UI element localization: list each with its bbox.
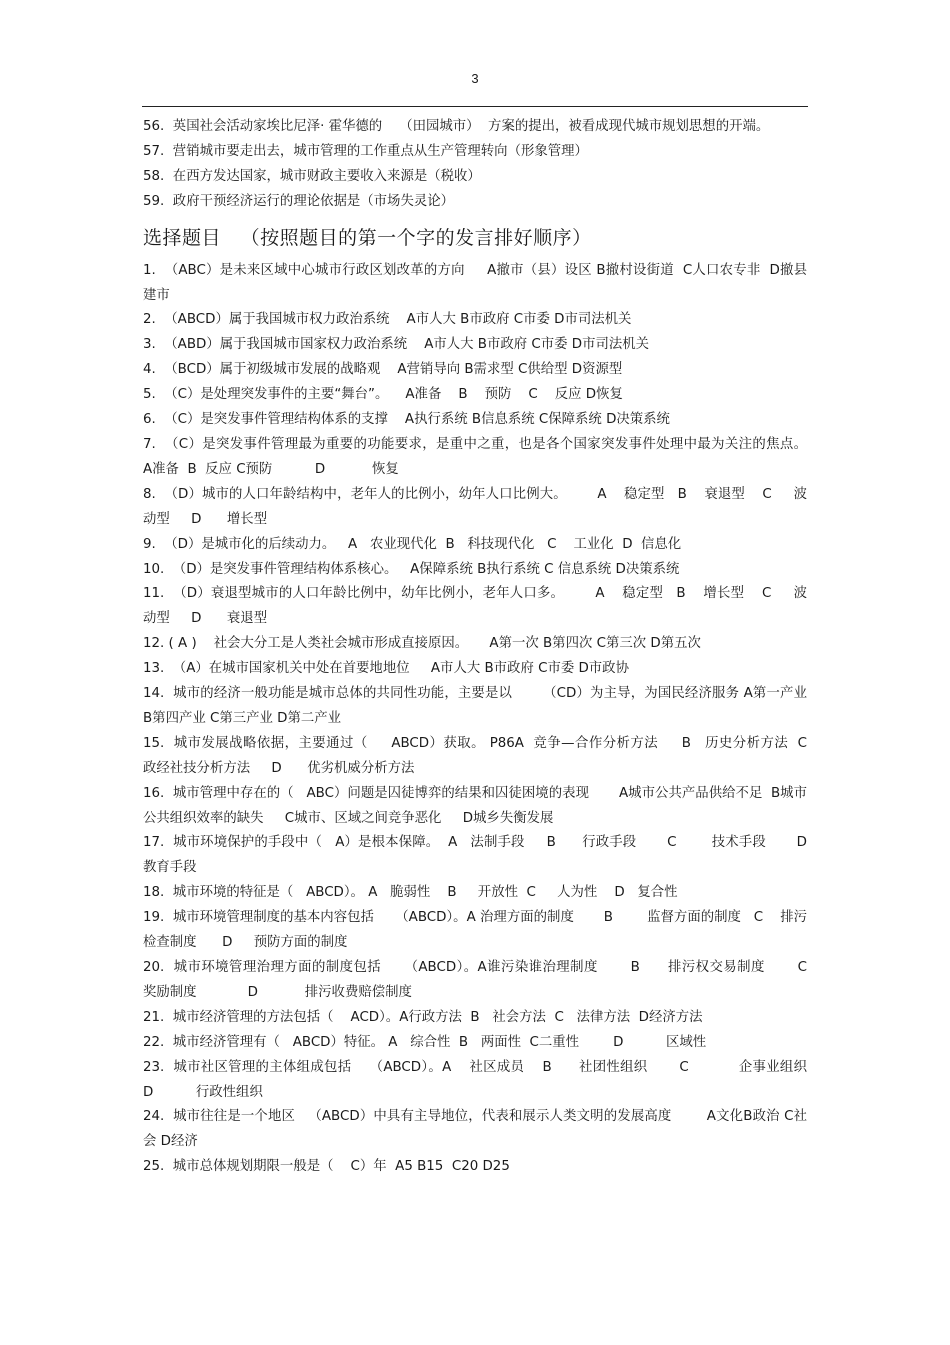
choice-item-21: 21. 城市经济管理的方法包括（ ACD）。A行政方法 B 社会方法 C 法律方法 D经济方法 bbox=[143, 1009, 703, 1025]
choice-item-4: 4. （BCD）属于初级城市发展的战略观 A营销导向 B需求型 C供给型 D资源型 bbox=[143, 362, 623, 378]
fill-in-item-59: 59. 政府干预经济运行的理论依据是（市场失灵论） bbox=[143, 193, 455, 209]
choice-item-11: 11. （D）衰退型城市的人口年龄比例中，幼年比例小，老年人口多。 A 稳定型 B 增长型 C 波动型 D 衰退型 bbox=[143, 586, 807, 627]
choice-item-13: 13. （A）在城市国家机关中处在首要地地位 A市人大 B市政府 C市委 D市政协 bbox=[143, 661, 629, 677]
fill-in-item-58: 58. 在西方发达国家，城市财政主要收入来源是（税收） bbox=[143, 168, 481, 184]
page-number: 3 bbox=[471, 71, 479, 86]
fill-in-item-57: 57. 营销城市要走出去，城市管理的工作重点从生产管理转向（形象管理） bbox=[143, 143, 588, 159]
choice-item-9: 9. （D）是城市化的后续动力。 A 农业现代化 B 科技现代化 C 工业化 D 信息化 bbox=[143, 536, 682, 552]
choice-item-16: 16. 城市管理中存在的（ ABC）问题是囚徒博弈的结果和囚徒困境的表现 A城市公共产品供给不足 B城市公共组织效率的缺失 C城市、区域之间竞争恶化 D城乡失衡发展 bbox=[143, 785, 807, 826]
choice-item-22: 22. 城市经济管理有（ ABCD）特征。 A 综合性 B 两面性 C二重性 D 区域性 bbox=[143, 1034, 707, 1050]
choice-item-14: 14. 城市的经济一般功能是城市总体的共同性功能，主要是以 （CD）为主导，为国民经济服务 A第一产业 B第四产业 C第三产业 D第二产业 bbox=[143, 686, 812, 726]
choice-item-23: 23. 城市社区管理的主体组成包括 （ABCD）。A 社区成员 B 社团性组织 C 企事业组织 D 行政性组织 bbox=[143, 1059, 842, 1100]
choice-item-8: 8. （D）城市的人口年龄结构中，老年人的比例小，幼年人口比例大。 A 稳定型 B 衰退型 C 波动型 D 增长型 bbox=[143, 486, 807, 527]
choice-item-7: 7. （C）是突发事件管理最为重要的功能要求，是重中之重，也是各个国家突发事件处理中最为关注的焦点。 A准备 B 反应 C预防 D 恢复 bbox=[143, 436, 816, 477]
choice-item-5: 5. （C）是处理突发事件的主要“舞台”。 A准备 B 预防 C 反应 D恢复 bbox=[143, 387, 623, 403]
choice-item-20: 20. 城市环境管理治理方面的制度包括 （ABCD）。A谁污染谁治理制度 B 排污权交易制度 C 奖励制度 D 排污收费赔偿制度 bbox=[143, 960, 842, 1000]
choice-item-2: 2. （ABCD）属于我国城市权力政治系统 A市人大 B市政府 C市委 D市司法机关 bbox=[143, 312, 632, 328]
choice-item-19: 19. 城市环境管理制度的基本内容包括 （ABCD）。A 治理方面的制度 B 监督方面的制度 C 排污检查制度 D 预防方面的制度 bbox=[143, 910, 807, 951]
choice-item-3: 3. （ABD）属于我国城市国家权力政治系统 A市人大 B市政府 C市委 D市司法机关 bbox=[143, 337, 650, 353]
choice-item-10: 10. （D）是突发事件管理结构体系核心。 A保障系统 B执行系统 C 信息系统 D决策系统 bbox=[143, 561, 680, 577]
fill-in-item-56: 56. 英国社会活动家埃比尼泽· 霍华德的 （田园城市） 方案的提出，被看成现代城市规划思想的开端。 bbox=[143, 119, 770, 134]
document-body bbox=[143, 115, 842, 1180]
section-heading: 选择题目 （按照题目的第一个字的发言排好顺序） bbox=[143, 226, 592, 249]
choice-item-1: 1. （ABC）是未来区域中心城市行政区划改革的方向 A撤市（县）设区 B撤村设街道 C人口农专非 D撤县建市 bbox=[143, 262, 807, 303]
choice-item-15: 15. 城市发展战略依据，主要通过（ ABCD）获取。 P86A 竞争—合作分析方法 B 历史分析方法 C 政经社技分析方法 D 优劣机威分析方法 bbox=[143, 735, 820, 776]
choice-item-17: 17. 城市环境保护的手段中（ A）是根本保障。 A 法制手段 B 行政手段 C 技术手段 D 教育手段 bbox=[143, 835, 837, 876]
header-rule bbox=[142, 106, 808, 107]
choice-item-24: 24. 城市往往是一个地区 （ABCD）中具有主导地位，代表和展示人类文明的发展高度 A文化B政治 C社会 D经济 bbox=[143, 1109, 807, 1150]
choice-item-18: 18. 城市环境的特征是（ ABCD）。 A 脆弱性 B 开放性 C 人为性 D 复合性 bbox=[143, 885, 678, 901]
choice-item-25: 25. 城市总体规划期限一般是（ C）年 A5 B15 C20 D25 bbox=[143, 1159, 510, 1175]
choice-item-12: 12. ( A ) 社会大分工是人类社会城市形成直接原因。 A第一次 B第四次 C第三次 D第五次 bbox=[143, 636, 701, 652]
choice-item-6: 6. （C）是突发事件管理结构体系的支撑 A执行系统 B信息系统 C保障系统 D决策系统 bbox=[143, 412, 670, 428]
